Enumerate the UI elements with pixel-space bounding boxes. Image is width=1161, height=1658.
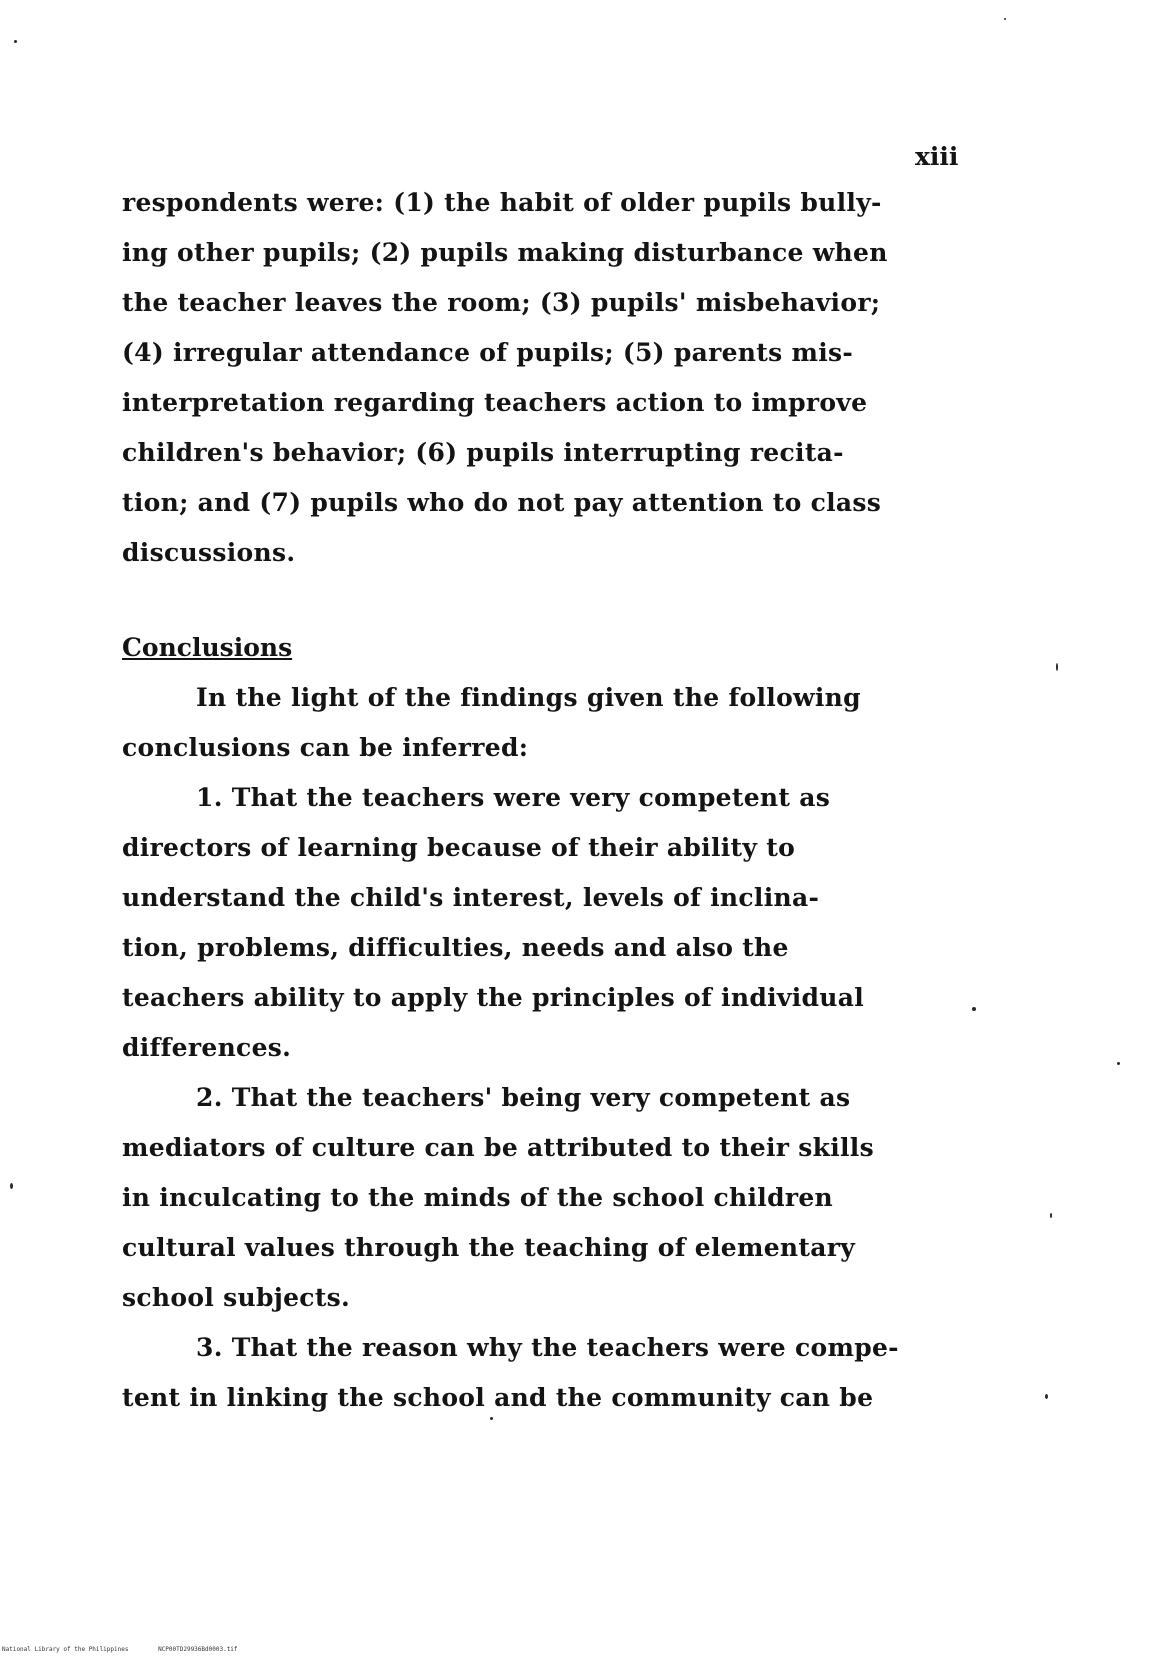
paragraph-line: (4) irregular attendance of pupils; (5) parents mis- xyxy=(122,338,854,367)
conclusion-item-1-line: understand the child's interest, levels of inclina- xyxy=(122,883,820,912)
section-heading: Conclusions xyxy=(122,633,293,662)
conclusion-item-2-line: school subjects. xyxy=(122,1283,351,1312)
conclusion-item-2-line: mediators of culture can be attributed to their skills xyxy=(122,1133,874,1162)
scan-footer-file-id: NCP00TD29936Bd0003.tif xyxy=(158,1646,238,1653)
paragraph-line: respondents were: (1) the habit of older pupils bully- xyxy=(122,188,882,217)
conclusion-item-2-line: 2. That the teachers' being very competent as xyxy=(196,1083,851,1112)
conclusion-item-1-line: 1. That the teachers were very competent as xyxy=(196,783,831,812)
intro-line: conclusions can be inferred: xyxy=(122,733,529,762)
scan-speck xyxy=(14,40,17,43)
conclusion-item-1-line: tion, problems, difficulties, needs and also the xyxy=(122,933,789,962)
paragraph-line: the teacher leaves the room; (3) pupils' misbehavior; xyxy=(122,288,881,317)
paragraph-line: ing other pupils; (2) pupils making disturbance when xyxy=(122,238,888,267)
scan-speck xyxy=(1004,18,1006,20)
conclusion-item-1-line: directors of learning because of their ability to xyxy=(122,833,796,862)
scan-footer-library: National Library of the Philippines xyxy=(2,1646,129,1653)
scan-speck xyxy=(1117,1062,1120,1065)
scan-speck xyxy=(1056,663,1058,671)
conclusion-item-2-line: in inculcating to the minds of the school children xyxy=(122,1183,834,1212)
intro-line: In the light of the findings given the following xyxy=(196,683,861,712)
scan-speck xyxy=(1050,1213,1052,1218)
paragraph-line: tion; and (7) pupils who do not pay attention to class xyxy=(122,488,882,517)
conclusion-item-2-line: cultural values through the teaching of elementary xyxy=(122,1233,856,1262)
scan-speck xyxy=(490,1417,493,1420)
conclusion-item-3-line: tent in linking the school and the community can be xyxy=(122,1383,874,1412)
scan-speck xyxy=(972,1007,976,1011)
page-number: xiii xyxy=(915,142,959,171)
scan-speck xyxy=(10,1183,13,1189)
paragraph-line: discussions. xyxy=(122,538,296,567)
conclusion-item-3-line: 3. That the reason why the teachers were compe- xyxy=(196,1333,899,1362)
conclusion-item-1-line: teachers ability to apply the principles of individual xyxy=(122,983,865,1012)
scan-speck xyxy=(1045,1394,1048,1399)
scan-footer xyxy=(2,1646,264,1653)
paragraph-line: interpretation regarding teachers action to improve xyxy=(122,388,868,417)
conclusion-item-1-line: differences. xyxy=(122,1033,292,1062)
paragraph-line: children's behavior; (6) pupils interrupting recita- xyxy=(122,438,844,467)
